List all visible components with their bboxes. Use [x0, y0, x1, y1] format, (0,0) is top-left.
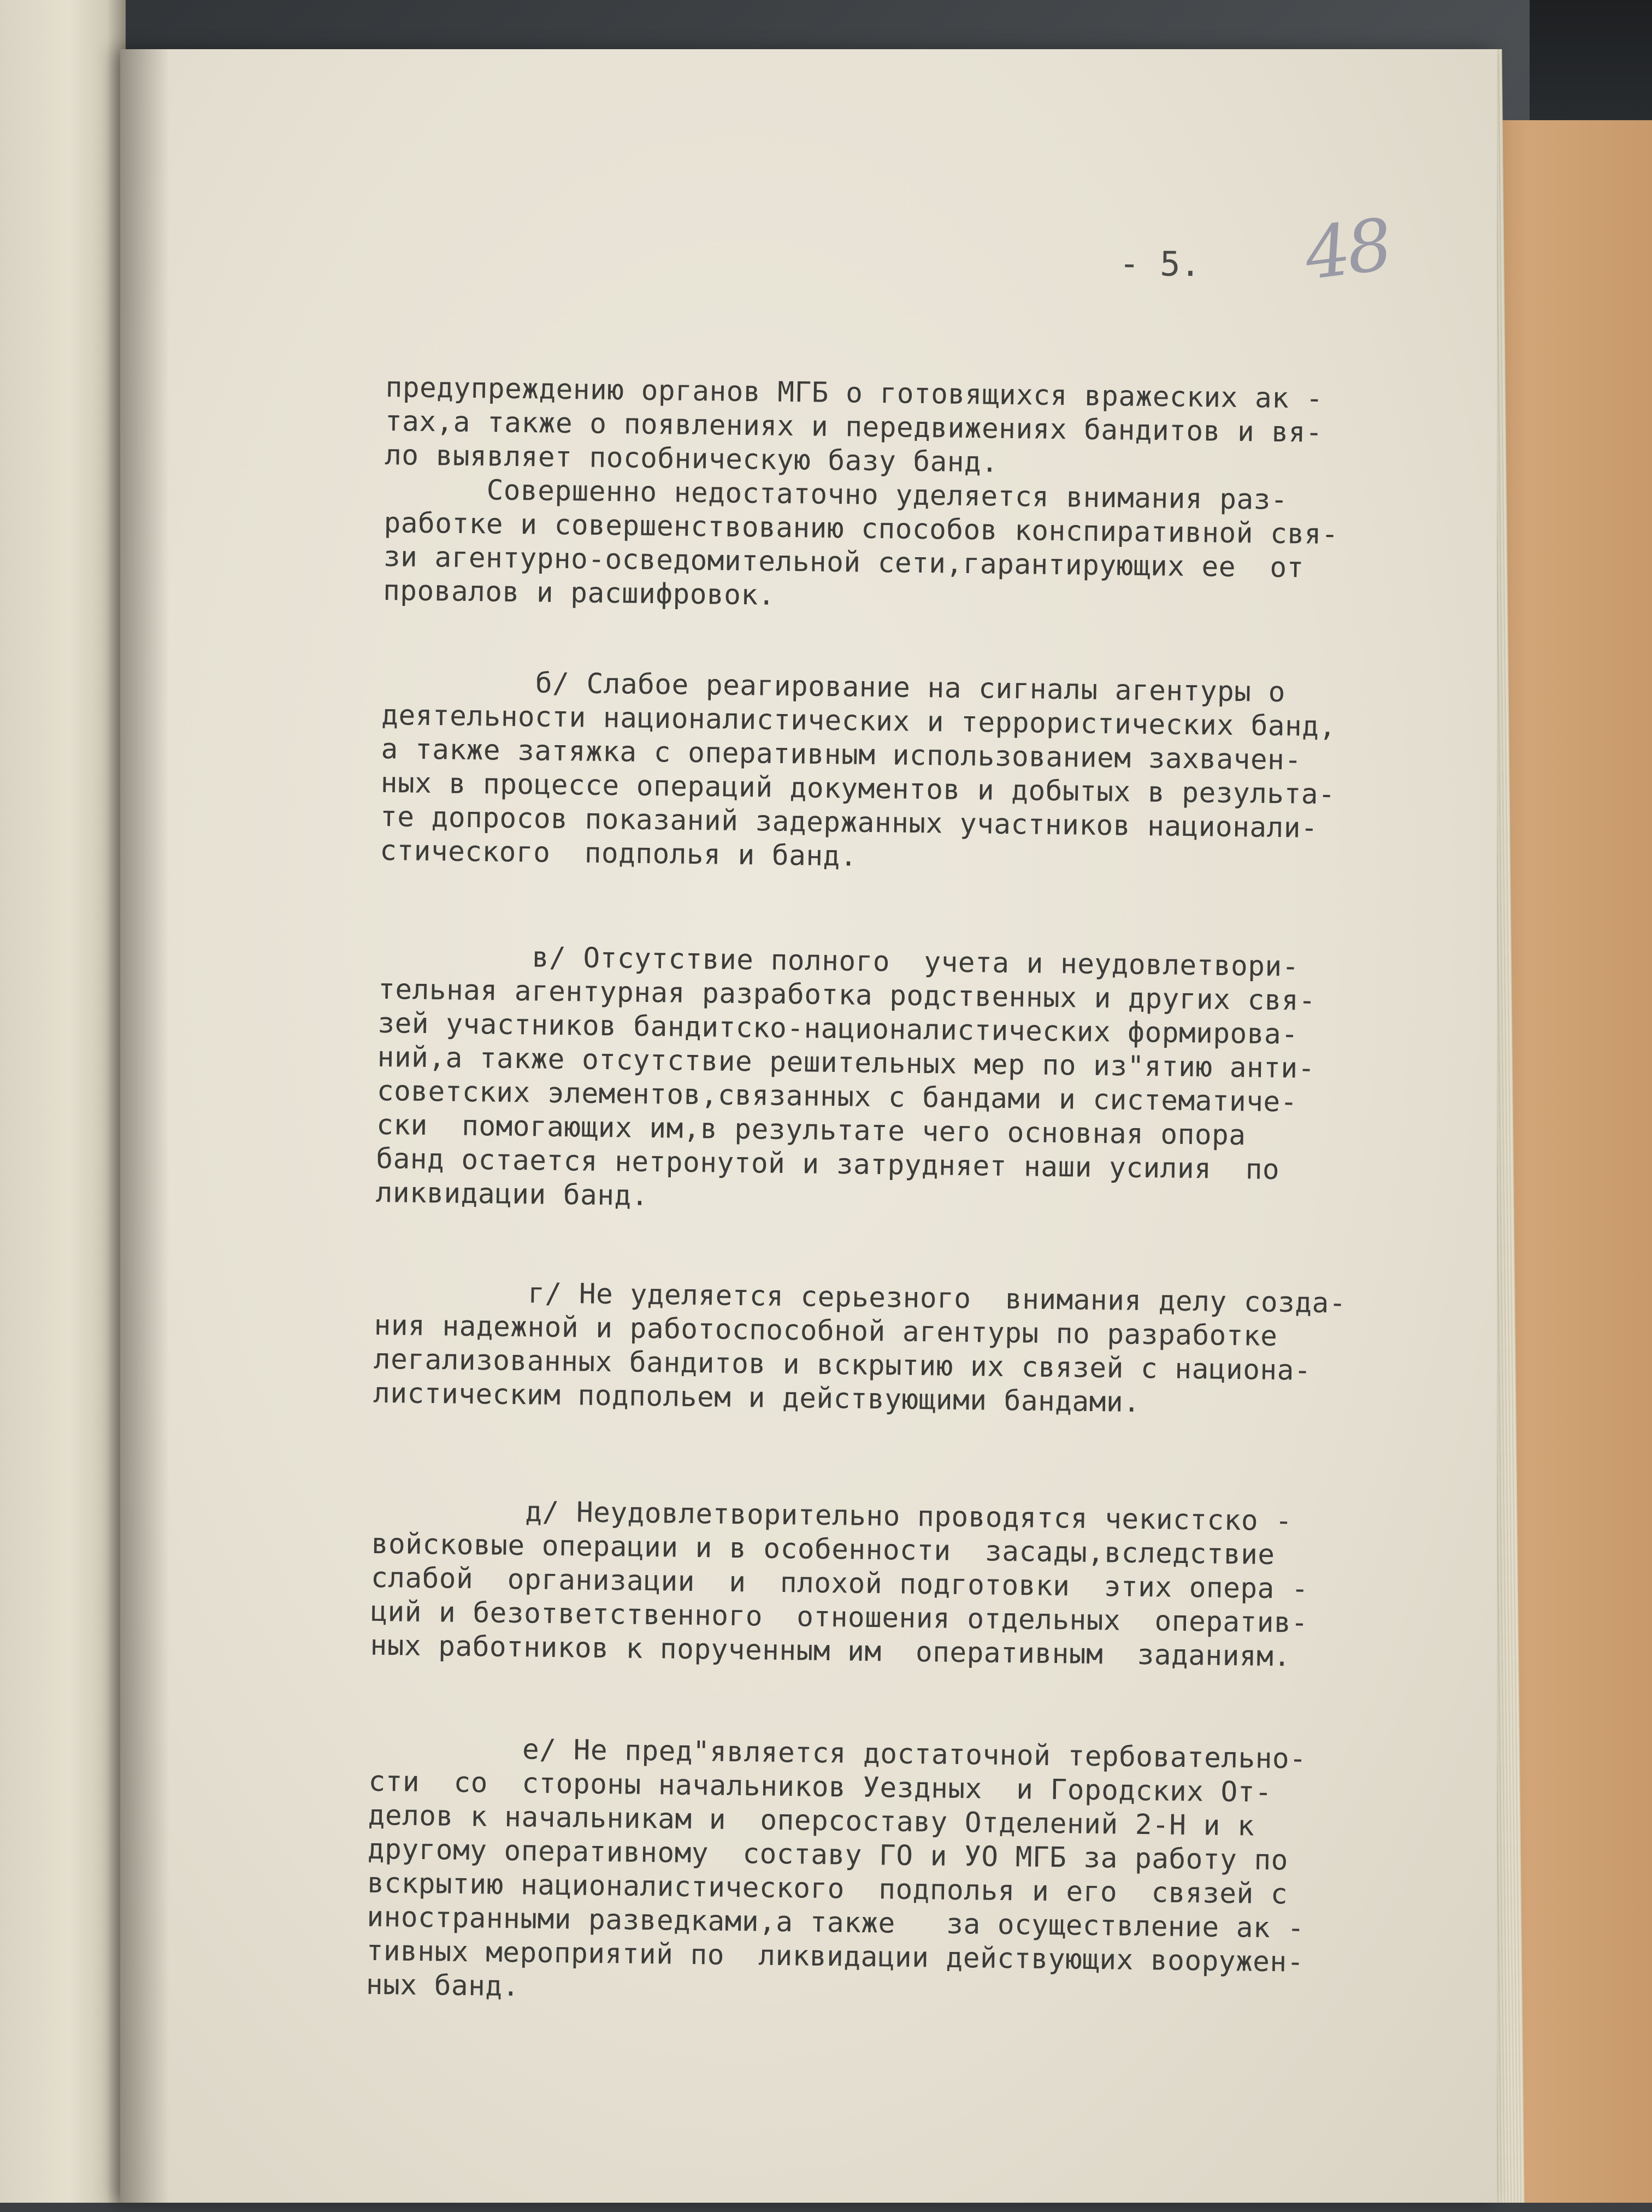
text-line: д/ Неудовлетворительно проводятся чекистско -	[371, 1494, 1293, 1538]
text-line: ски помогающих им,в результате чего основная опора	[376, 1108, 1246, 1152]
text-line: зей участников бандитско-националистических формирова-	[377, 1007, 1299, 1051]
text-line: ных банд.	[365, 1968, 520, 2003]
paragraph-item-b	[380, 665, 1453, 881]
text-line: стического подполья и банд.	[379, 834, 858, 873]
text-line: вскрытию националистического подполья и его связей с	[367, 1867, 1288, 1911]
text-line: те допросов показаний задержанных участников национали-	[380, 800, 1318, 845]
text-line: войсковые операции и в особенности засады,вследствие	[371, 1527, 1275, 1572]
text-line: листическим подпольем и действующими бандами.	[373, 1377, 1141, 1419]
text-line: зи агентурно-осведомительной сети,гарантирующих ее от	[383, 540, 1305, 585]
text-line: а также затяжка с оперативным использованием захвачен-	[381, 733, 1302, 777]
text-line: советских элементов,связанных с бандами и систематиче-	[376, 1075, 1298, 1119]
text-line: ций и безответственного отношения отдельных оператив-	[370, 1595, 1308, 1639]
text-line: тельная агентурная разработка родственных и других свя-	[377, 973, 1316, 1017]
text-line: ликвидации банд.	[375, 1176, 649, 1212]
text-line: иностранными разведками,а также за осуществление ак -	[367, 1901, 1305, 1945]
text-line: тивных мероприятий по ликвидации действующих вооружен-	[366, 1934, 1305, 1979]
paragraph-item-d	[370, 1494, 1443, 1676]
page-number: - 5.	[1119, 243, 1201, 285]
paragraph-item-e	[366, 1731, 1440, 2015]
paragraph-item-g	[373, 1275, 1446, 1424]
paragraph-item-v	[375, 939, 1449, 1223]
paragraph-intro	[383, 371, 1456, 621]
text-line: б/ Слабое реагирование на сигналы агентуры о	[381, 665, 1286, 709]
text-line: предупреждению органов МГБ о готовящихся вражеских ак -	[385, 371, 1324, 415]
text-line: г/ Не уделяется серьезного внимания делу созда-	[374, 1275, 1347, 1320]
text-line: провалов и расшифровок.	[382, 574, 776, 612]
text-line: ния надежной и работоспособной агентуры по разработке	[374, 1309, 1278, 1353]
text-line: ний,а также отсутствие решительных мер по из"ятию анти-	[377, 1041, 1315, 1085]
text-line: ло выявляет пособническую базу банд.	[384, 439, 999, 479]
text-line: ных в процессе операций документов и добытых в результа-	[380, 766, 1336, 811]
text-line: легализованных бандитов и вскрытию их связей с национа-	[373, 1343, 1312, 1387]
text-line: тах,а также о появлениях и передвижениях бандитов и вя-	[385, 405, 1323, 449]
text-line: слабой организации и плохой подготовки этих опера -	[370, 1561, 1309, 1606]
text-line: делов к начальникам и оперсоставу Отделений 2-Н и к	[368, 1799, 1255, 1843]
text-line: банд остается нетронутой и затрудняет наши усилия по	[376, 1142, 1280, 1187]
handwritten-folio-number: 48	[1300, 203, 1394, 296]
text-line: Совершенно недостаточно уделяется внимания раз-	[384, 473, 1288, 517]
text-line: работке и совершенствованию способов конспиративной свя-	[384, 506, 1339, 551]
text-line: в/ Отсутствие полного учета и неудовлетвори-	[378, 939, 1300, 983]
text-line: е/ Не пред"являетcя достаточной тербовательно-	[368, 1731, 1307, 1776]
text-line: другому оперативному составу ГО и УО МГБ за работу по	[367, 1833, 1289, 1877]
text-line: ных работников к порученным им оперативным заданиям.	[370, 1629, 1291, 1673]
text-line: деятельности националистических и террористических банд,	[381, 699, 1337, 744]
text-line: сти со стороны начальников Уездных и Городских От-	[368, 1765, 1272, 1809]
